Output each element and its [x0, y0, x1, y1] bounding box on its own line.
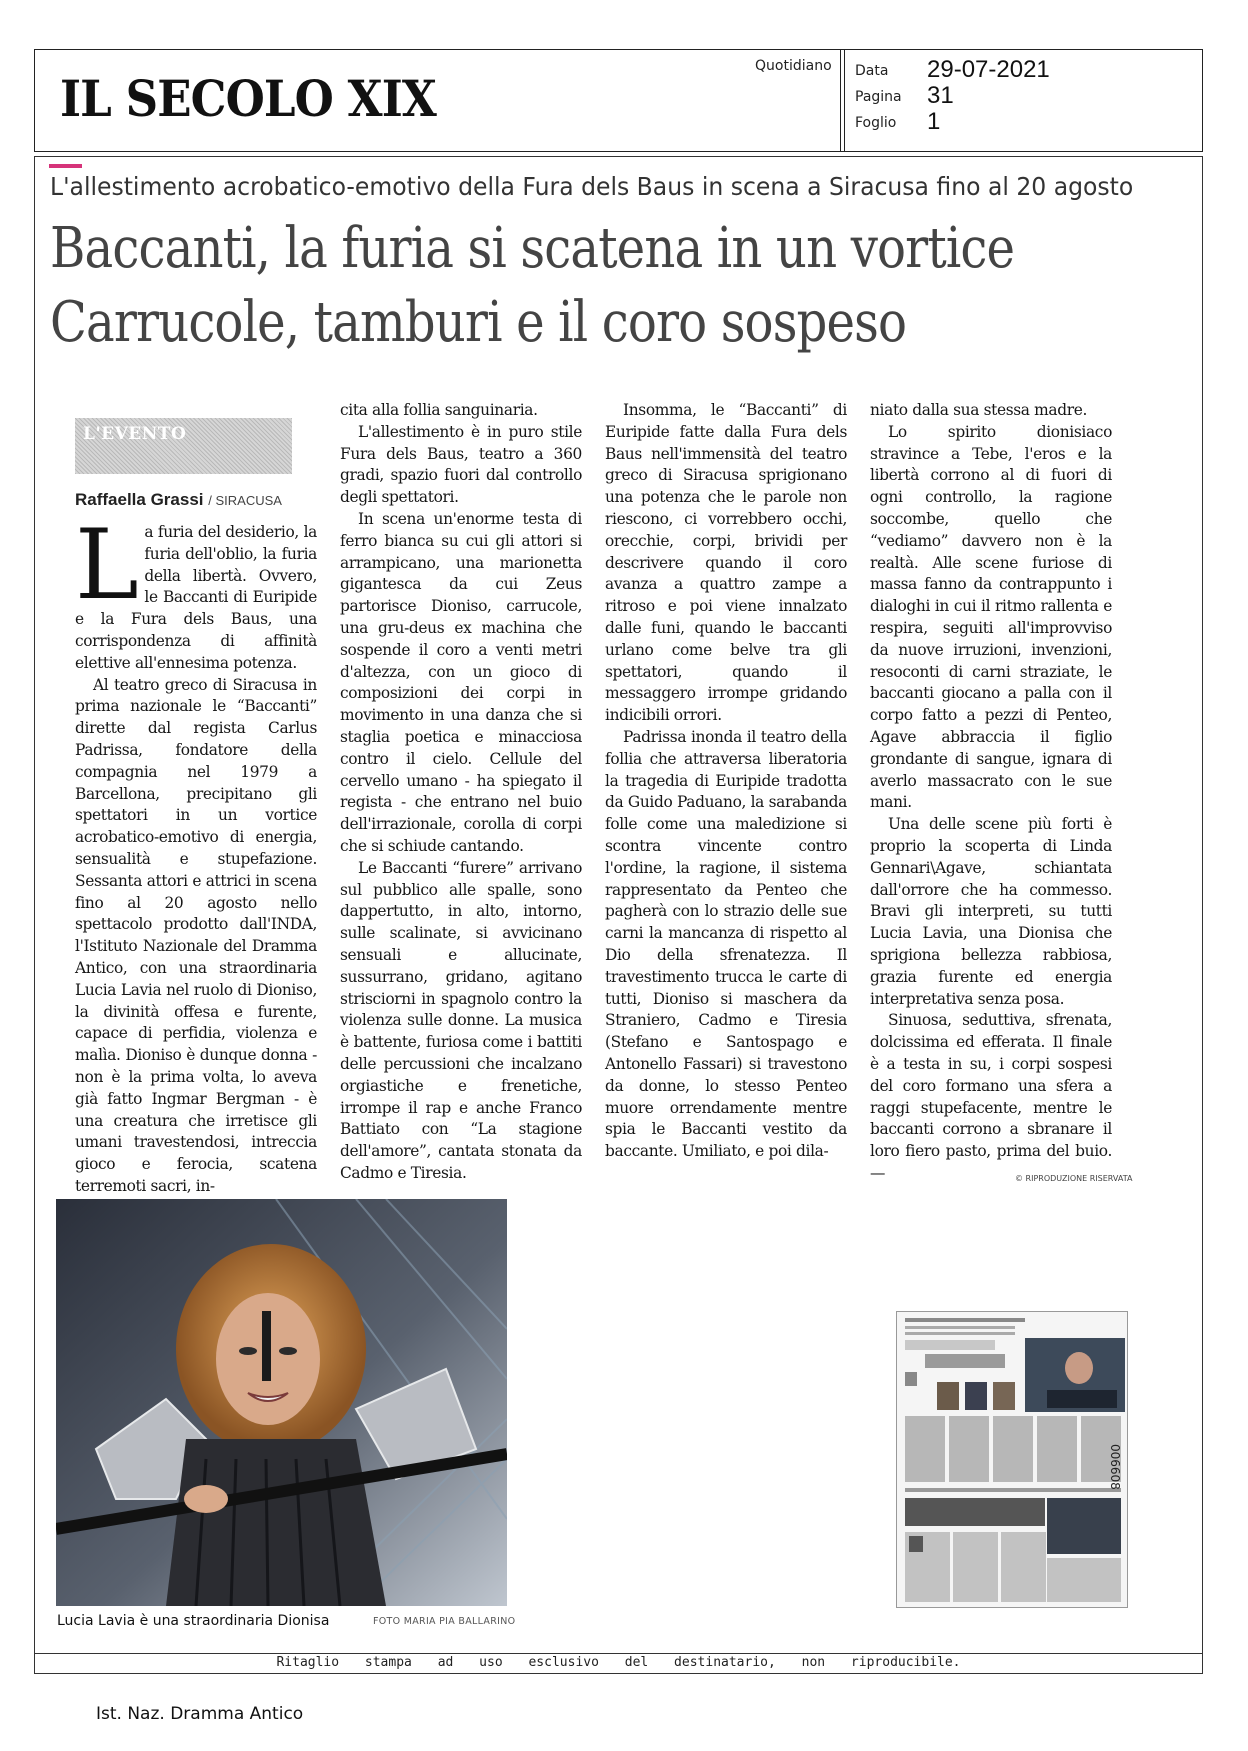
performer-illustration — [56, 1199, 507, 1606]
body-paragraph: Sinuosa, seduttiva, sfrenata, dolcissima ed efferata. Il finale è a testa in su, i corpi sospesi del coro formano una sfera a raggi stupefacente, mentre le baccanti corrono a sbranare il loro fiero pasto, prima del buio. — — [870, 1011, 1112, 1182]
body-paragraph: Al teatro greco di Siracusa in prima nazionale le “Baccanti” dirette dal regista Carlus Padrissa, fondatore della compagnia nel 1979 a Barcellona, precipitano gli spettatori in un vortice acrobatico-emotivo di energia, sensualità e stupefazione. Sessanta attori e attrici in scena fino al 20 agosto nello spettacolo prodotto dall'INDA, l'Istituto Nazionale del Dramma Antico, con una straordinaria Lucia Lavia nel ruolo di Dioniso, la divinità offesa e furente, capace di perfidia, violenza e malìa. Dioniso è dunque donna - non è la prima volta, lo aveva già fatto Ingmar Bergman - è una creatura che irretisce gli umani travestendosi, intreccia gioco e ferocia, scatena terremoti sacri, in- — [75, 675, 317, 1195]
photo-credit: FOTO MARIA PIA BALLARINO — [373, 1616, 516, 1627]
article-column-1 — [75, 509, 317, 1198]
article-column-2 — [340, 400, 582, 1185]
body-paragraph: cita alla follia sanguinaria. — [340, 401, 538, 419]
newspaper-masthead: IL SECOLO XIX — [60, 69, 436, 128]
body-paragraph: niato dalla sua stessa madre. — [870, 401, 1088, 419]
page-label: Pagina — [855, 89, 902, 105]
body-paragraph: Padrissa inonda il teatro della follia che attraversa liberatoria la tragedia di Euripide tradotta da Guido Paduano, la sarabanda folle come una maledizione si scontra vincente contro l'ordine, la ragione, il sistema rappresentato da Penteo che pagherà con lo strazio delle sue carni la mancanza di rispetto al Dio della sfrenatezza. Il travestimento trucca le carte di tutti, Dioniso si maschera da Straniero, Cadmo e Tiresia (Stefano e Santospago e Antonello Fassari) si travestono da donne, lo stesso Penteo muore orrendamente mentre spia le Baccanti vestito da baccante. Umiliato, e poi dila- — [605, 727, 847, 1161]
section-label: L'EVENTO — [83, 424, 187, 444]
page-thumbnail — [896, 1311, 1128, 1608]
date-label: Data — [855, 63, 889, 79]
body-paragraph: Le Baccanti “furere” arrivano sul pubblico alle spalle, sono dappertutto, in alto, intorno, sulle scalinate, si avvicinano sensuali e allucinate, sussurrano, gridano, agitano strisciorni in spagnolo contro la violenza sulle donne. La musica è battente, furiosa come i battiti delle percussioni che incalzano orgiastiche e frenetiche, irrompe il rap e anche Franco Battiato con “La stagione dell'amore”, cantata stonata da Cadmo e Tiresia. — [340, 858, 582, 1182]
copyright-notice: © RIPRODUZIONE RISERVATA — [1015, 1174, 1133, 1183]
article-photo — [56, 1199, 507, 1606]
accent-bar — [49, 164, 82, 168]
headline-line-2: Carrucole, tamburi e il coro sospeso — [50, 290, 907, 355]
drop-cap: L — [75, 509, 139, 621]
body-paragraph: Insomma, le “Baccanti” di Euripide fatte dalla Fura dels Baus nell'immensità del teatro greco di Siracusa sprigionano una potenza che le parole non riescono, ci vorrebbero occhi, orecchie, corpi, brividi per descrivere quando il coro avanza a quattro zampe a ritroso e poi viene innalzato dalle funi, quando le baccanti urlano come belve tra gli spettatori, quando il messaggero irrompe gridando indicibili orrori. — [605, 401, 847, 725]
archive-code: 006608 — [1108, 1444, 1122, 1490]
header-divider — [840, 49, 845, 152]
byline — [75, 490, 282, 510]
source-label: Ist. Naz. Dramma Antico — [96, 1704, 304, 1724]
lead-text: a furia del desiderio, la furia dell'oblio, la furia della libertà. Ovvero, le Baccanti di Euripide e la Fura dels Baus, una corrispondenza di affinità elettive all'ennesima potenza. — [75, 523, 317, 672]
photo-caption: Lucia Lavia è una straordinaria Dionisa — [57, 1613, 330, 1629]
body-paragraph: Una delle scene più forti è proprio la scoperta di Linda Gennari\Agave, schiantata dall'orrore che ha commesso. Bravi gli interpreti, su tutti Lucia Lavia, una Dionisa che sprigiona bellezza rabbiosa, grazia furente ed energia interpretativa senza posa. — [870, 815, 1112, 1008]
dateline-place: / SIRACUSA — [208, 493, 282, 508]
sheet-label: Foglio — [855, 115, 897, 131]
publication-type: Quotidiano — [755, 58, 832, 74]
article-column-4 — [870, 400, 1112, 1185]
body-paragraph: L'allestimento è in puro stile Fura dels Baus, teatro a 360 gradi, spazio fuori dal controllo degli spettatori. — [340, 422, 582, 507]
page-thumbnail-illustration — [897, 1312, 1128, 1608]
article-kicker: L'allestimento acrobatico-emotivo della Fura dels Baus in scena a Siracusa fino al 20 agosto — [50, 172, 1134, 201]
date-value: 29-07-2021 — [927, 56, 1050, 83]
sheet-value: 1 — [927, 108, 941, 135]
lead-paragraph — [75, 509, 317, 675]
article-column-3 — [605, 400, 847, 1163]
body-paragraph: In scena un'enorme testa di ferro bianca su cui gli attori si arrampicano, una marionetta gigantesca da cui Zeus partorisce Dioniso, carrucole, una gru-deus ex machina che sospende il coro a venti metri d'altezza, con un gioco di composizioni dei corpi in movimento in una danza che si staglia poetica e minacciosa contro il cielo. Cellule del cervello umano - ha spiegato il regista - che entrano nel buio dell'irrazionale, corolla di corpi che si schiude cantando. — [340, 509, 582, 855]
footer-disclaimer: Ritaglio stampa ad uso esclusivo del destinatario, non riproducibile. — [276, 1655, 961, 1670]
body-paragraph: Lo spirito dionisiaco stravince a Tebe, l'eros e la libertà corrono al di fuori di ogni controllo, la ragione soccombe, quello che “vediamo” davvero non è la realtà. Alle scene furiose di massa fanno da contrappunto i dialoghi in cui il ritmo rallenta e respira, seguiti all'improvviso da nuove irruzioni, invenzioni, resoconti di carni straziate, le baccanti giocano a palla con il corpo fatto a pezzi di Penteo, Agave abbraccia il figlio grondante di sangue, ignara di averlo massacrato con le sue mani. — [870, 422, 1112, 812]
page-value: 31 — [927, 82, 954, 109]
author-name: Raffaella Grassi — [75, 490, 204, 509]
headline-line-1: Baccanti, la furia si scatena in un vortice — [50, 216, 1015, 281]
